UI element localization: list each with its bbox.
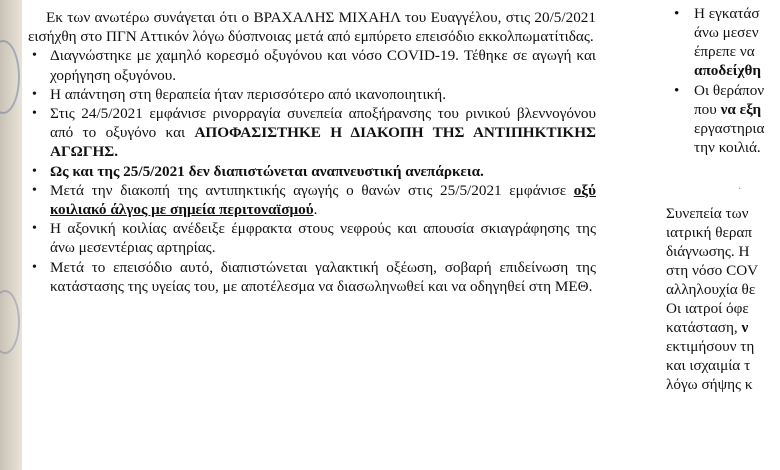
list-item: • Διαγνώστηκε με χαμηλό κορεσμό οξυγόνου και νόσο COVID-19. Τέθηκε σε αγωγή και χορήγηση οξυγόνου. <box>32 47 596 84</box>
text-line: αλληλουχία θε <box>666 281 756 298</box>
bullet-icon: • <box>674 5 680 22</box>
text-line: Οι ιατροί όφε <box>666 300 749 317</box>
text-line: άνω μεσεν <box>694 24 759 41</box>
bullet-icon: • <box>32 182 37 198</box>
list-item: • Ως και της 25/5/2021 δεν διαπιστώνεται αναπνευστική ανεπάρκεια. <box>32 162 484 180</box>
bullet-icon: • <box>674 82 680 99</box>
text-line: Οι θεράπον <box>694 82 765 99</box>
text-line: Συνεπεία των <box>666 205 749 222</box>
bullet-icon: • <box>32 106 37 122</box>
text-line: κατάσταση, ν <box>666 319 749 336</box>
list-item: • Η αξονική κοιλίας ανέδειξε έμφρακτα στους νεφρούς και απουσία σκιαγράφησης της άνω μεσεντέριας αρτηρίας. <box>32 220 596 257</box>
text-line: την κοιλιά. <box>694 139 761 156</box>
findings-list <box>28 46 596 296</box>
bullet-icon: • <box>32 48 37 64</box>
text-line: εκτιμήσουν τη <box>666 338 755 355</box>
bullet-icon: • <box>32 221 37 237</box>
list-item: • Η απάντηση στη θεραπεία ήταν περισσότερο από ικανοποιητική. <box>32 85 446 103</box>
bullet-icon: • <box>32 259 37 275</box>
intro-paragraph: Εκ των ανωτέρω συνάγεται ότι ο ΒΡΑΧΑΛΗΣ ΜΙΧΑΗΛ του Ευαγγέλου, στις 20/5/2021 εισήχθη στο ΠΓΝ Αττικόν λόγω δύσπνοιας μετά από εμπύρετο επεισόδιο εκκολπωματίτιδας. <box>28 9 596 46</box>
document-page-right <box>618 0 780 470</box>
text-line: έπρεπε να <box>694 43 755 60</box>
list-item: • Μετά την διακοπή της αντιπηκτικής αγωγής ο θανών στις 25/5/2021 εμφάνισε οξύ κοιλιακό άλγος με σημεία περιτοναϊσμού. <box>32 181 596 219</box>
text-line: στη νόσο COV <box>666 262 759 279</box>
stamp-fragment <box>0 290 20 354</box>
list-item: • Μετά το επεισόδιο αυτό, διαπιστώνεται γαλακτική οξέωση, σοβαρή επιδείνωση της κατάστασης της υγείας του, με αποτέλεσμα να διασωληνωθεί και να οδηγηθεί στη ΜΕΘ. <box>32 258 596 295</box>
stamp-fragment <box>0 40 20 114</box>
text-line: Η εγκατάσ <box>694 5 760 22</box>
text-line: διάγνωσης. Η <box>666 243 750 260</box>
text-line: αποδείχθη <box>694 62 762 79</box>
document-page-left <box>22 0 608 470</box>
bullet-icon: • <box>32 163 37 179</box>
left-column-text <box>28 8 596 296</box>
text-line: και ισχαιμία τ <box>666 357 751 374</box>
text-line: εργαστηρια <box>694 120 765 137</box>
paper-speck: · <box>738 184 742 195</box>
previous-page-edge <box>0 0 22 470</box>
list-item: • Στις 24/5/2021 εμφάνισε ρινορραγία συνεπεία αποξήρανσης του ρινικού βλεννογόνου από το οξυγόνο και ΑΠΟΦΑΣΙΣΤΗΚΕ Η ΔΙΑΚΟΠΗ ΤΗΣ ΑΝΤΙΠΗΚΤΙΚΗΣ ΑΓΩΓΗΣ. <box>32 105 596 161</box>
bullet-icon: • <box>32 86 37 102</box>
text-line: ιατρική θεραπ <box>666 224 753 241</box>
text-line: λόγω σήψης κ <box>666 376 753 393</box>
text-line: που να εξη <box>694 101 762 118</box>
